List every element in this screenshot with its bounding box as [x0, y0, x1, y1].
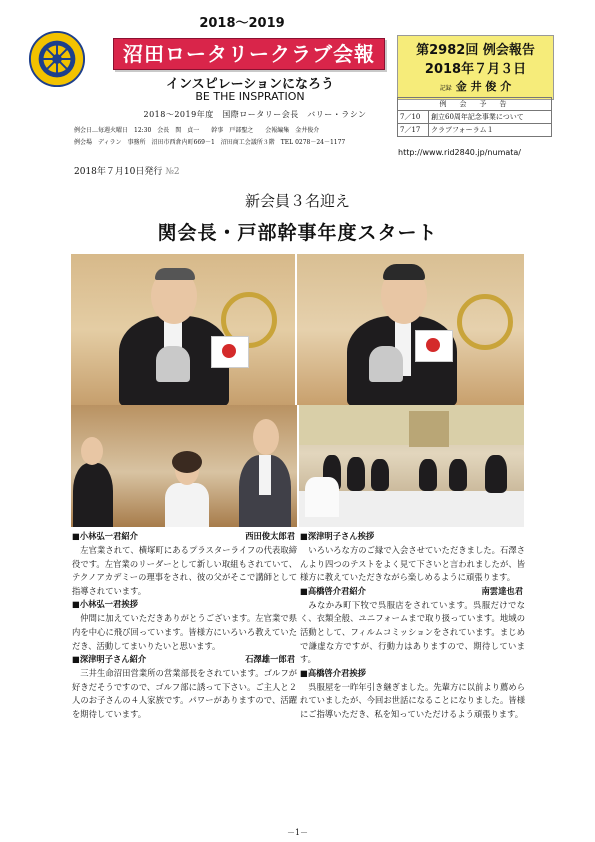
page-number: －1－	[286, 828, 309, 837]
photo-secretary-speech	[297, 254, 524, 405]
schedule-date: 7／10	[398, 111, 429, 124]
club-newsletter-title: 沼田ロータリークラブ会報	[113, 38, 385, 70]
schedule-date: 7／17	[398, 124, 429, 137]
speaker-name: 南雲達也君	[481, 585, 523, 596]
rotary-logo-icon	[28, 30, 86, 88]
section-heading: ■深津明子さん紹介 石澤雄一郎君	[72, 653, 297, 667]
report-date: 2018年７月３日	[424, 62, 527, 77]
section-heading: ■深津明子さん挨拶	[300, 531, 375, 541]
recorder	[398, 78, 553, 94]
issue-number: №2	[165, 167, 180, 177]
fiscal-years: 2018～2019	[199, 16, 285, 31]
issue-info	[74, 164, 180, 177]
ri-president-line: 2018～2019年度 国際ロータリー会長 バリー・ラシン	[143, 110, 367, 119]
club-website-link[interactable]: http://www.rid2840.jp/numata/	[398, 148, 522, 157]
section-text: いろいろな方のご縁で入会させていただきました。石澤さんより四つのテストをよく見て下さいと言われましたが、皆様方に教えていただきながら楽しめるように頑張ります。	[300, 545, 525, 583]
section-text: 仲間に加えていただきありがとうございます。左官業で県内を中心に飛び回っています。皆様方にいろいろ教えていただき、活動してまいりたいと思います。	[72, 613, 297, 651]
section-heading: ■高橋啓介君挨拶	[300, 667, 366, 678]
article-column-right	[300, 530, 525, 722]
section-text: 呉服屋を一昨年引き継ぎました。先輩方に以前より薦められていましたが、今回お世話になることになりました。皆様にご指導いただき、私を知っていただけるよう頑張ります。	[300, 681, 525, 719]
photo-president-speech	[71, 254, 295, 405]
report-number: 第2982回 例会報告	[416, 43, 535, 58]
schedule-item: 創立60周年記念事業について	[429, 111, 552, 124]
recorder-name: 金 井 俊 介	[455, 80, 512, 93]
section-text: 左官業されて、横塚町にあるプラスターライフの代表取締役です。左官業のリーダーとして新しい取組もされていて、テクノアカデミーの理事をされ、彼の父がそこで講師として指導されています。	[72, 545, 297, 596]
meeting-report-box	[397, 35, 554, 100]
schedule-item: クラブフォーラム１	[429, 124, 552, 137]
section-heading: ■小林弘一君挨拶	[72, 599, 138, 610]
section-heading: ■小林弘一君紹介 西田俊太郎君	[72, 530, 297, 544]
speaker-name: 西田俊太郎君	[245, 531, 295, 541]
slogan-english: BE THE INSPRATION	[195, 90, 305, 103]
club-info-line-2: 例会場 ディラン 事務所 沼田市西倉内町669－1 沼田商工会議所３階 TEL 0278－24－1177	[74, 139, 346, 146]
schedule-row	[398, 111, 552, 124]
club-info-line-1: 例会日…毎週火曜日 12:30 会長 関 貞一 幹事 戸部聖之 会報編集 金井俊介	[74, 127, 320, 134]
article-column-left	[72, 530, 297, 722]
recorder-label: 記録	[439, 85, 452, 92]
schedule-row	[398, 124, 552, 137]
meeting-schedule-table	[397, 97, 552, 137]
section-heading: ■高橋啓介君紹介 南雲達也君	[300, 585, 525, 599]
main-headline: 関会長・戸部幹事年度スタート	[157, 222, 438, 244]
section-text: 三井生命沼田営業所の営業部長をされています。ゴルフが好きだそうですので、ゴルフ部に誘って下さい。ご主人と２人のお子さんの４人家族です。パワーがありますので、活躍を期待しています。	[72, 668, 297, 719]
slogan-japanese: インスピレーションになろう	[165, 77, 335, 92]
speaker-name: 石澤雄一郎君	[245, 654, 295, 665]
section-text: みなかみ町下牧で呉服店をされています。呉服だけでなく、衣類全般、ユニフォームまで取り扱っています。地域の活動として、フィルムコミッションをされています。まじめで謙虚な方ですが、行動力はありますので、期待しています。	[300, 599, 525, 665]
schedule-heading: 例 会 予 告	[398, 98, 552, 111]
photo-new-members	[71, 405, 297, 527]
photo-meeting-room	[299, 405, 524, 527]
issue-date: 2018年７月10日発行	[74, 167, 163, 177]
sub-headline: 新会員３名迎え	[244, 192, 350, 210]
